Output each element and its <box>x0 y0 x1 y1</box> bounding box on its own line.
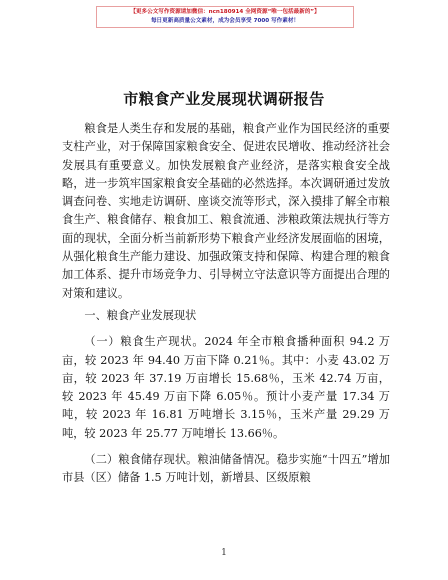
section-grain-production: （一）粮食生产现状。2024 年全市粮食播种面积 94.2 万亩，较 2023 年 94.40 万亩下降 0.21％。其中：小麦 43.02 万亩，较 2023 年 37.19 万亩增长 15.68％，玉米 42.74 万亩，较 2023 年 45.49 万亩下降 6.05％。预计小麦产量 17.34 万吨，较 2023 年 16.81 万吨增长 3.15％，玉米产量 29.29 万吨，较 2023 年 25.77 万吨增长 13.66％。 <box>62 335 390 440</box>
banner-line-2: 每日更新高质量公文素材，成为会员享受 7000 写作素材！ <box>150 18 300 24</box>
banner-line-1: 【更多公文写作资源请加微信：ncn180914 全网资源“唯一包括最新的”】 <box>130 9 320 15</box>
section-grain-storage: （二）粮食储存现状。粮油储备情况。稳步实施“十四五”增加市县（区）储备 1.5 万吨计划，新增县、区级原粮 <box>62 453 390 485</box>
intro-paragraph: 粮食是人类生存和发展的基础，粮食产业作为国民经济的重要支柱产业，对于保障国家粮食安全、促进农民增收、推动经济社会发展具有重要意义。加快发展粮食产业经济，是落实粮食安全战略，进一步筑牢国家粮食安全基础的必然选择。本次调研通过发放调查问卷、实地走访调研、座谈交流等形式，深入摸排了解全市粮食生产、粮食储存、粮食加工、粮食流通、涉粮政策法规执行等方面的现状，全面分析当前新形势下粮食产业经济发展面临的困境，从强化粮食生产能力建设、加强政策支持和保障、构建合理的粮食加工体系、提升市场竞争力、引导树立守法意识等方面提出合理的对策和建议。 <box>62 122 390 300</box>
promo-banner <box>96 6 354 28</box>
section-heading-1: 一、粮食产业发展现状 <box>84 308 197 322</box>
document-body <box>62 120 390 488</box>
document-title: 市粮食产业发展现状调研报告 <box>123 90 325 108</box>
page-number: 1 <box>221 548 227 558</box>
